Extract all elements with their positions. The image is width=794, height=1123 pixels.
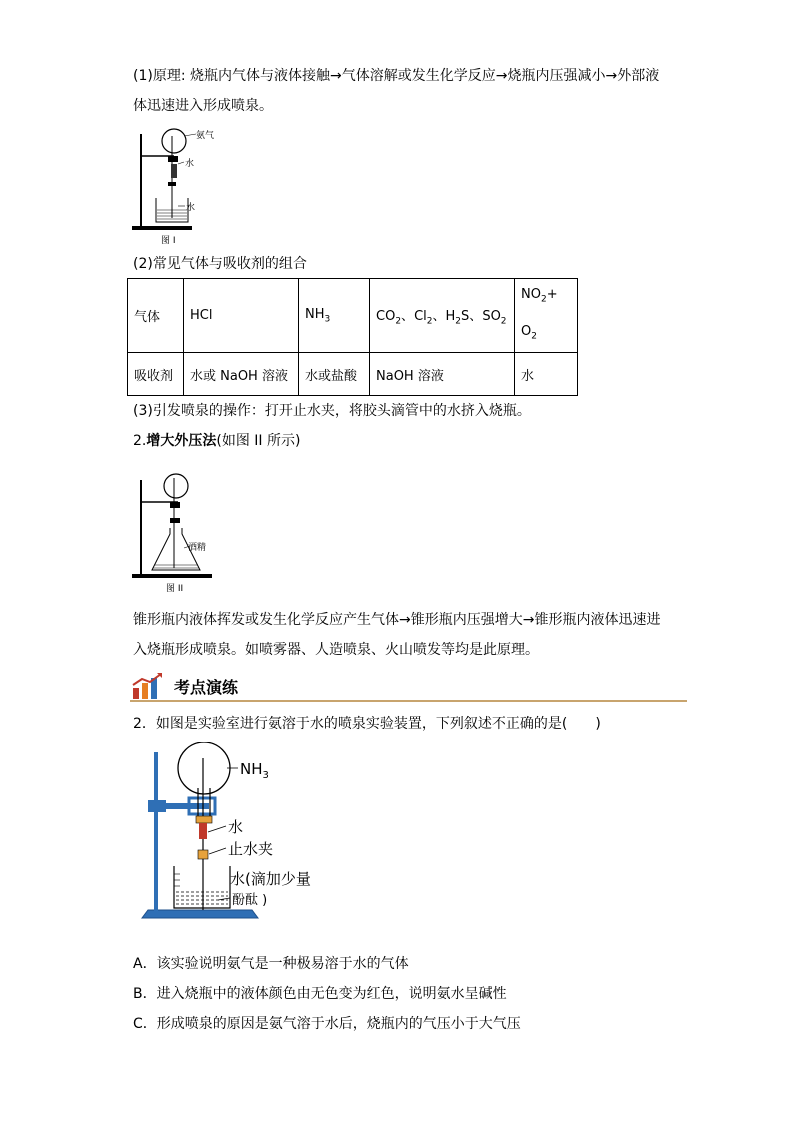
q-stand-base [142, 910, 258, 918]
fig1-stand-base [132, 226, 192, 230]
option-c: C．形成喷泉的原因是氨气溶于水后，烧瓶内的气压小于大气压 [133, 1016, 521, 1032]
fig1-label-water-dropper: 水 [185, 159, 195, 169]
fig2-stopper [170, 502, 180, 508]
method2-text-line-2: 入烧瓶形成喷泉。如喷雾器、人造喷泉、火山喷发等均是此原理。 [133, 642, 539, 658]
fig1-clip [168, 182, 176, 186]
section-header [130, 670, 687, 704]
q-beaker [174, 866, 230, 908]
question-fountain-apparatus [134, 742, 344, 926]
q-label-water: 水 [228, 818, 244, 836]
section-rule [130, 700, 687, 702]
fig1-stopper [168, 156, 178, 162]
q-flask [178, 742, 230, 794]
table-cell: HCl [184, 279, 299, 353]
q-beaker-water [176, 892, 228, 904]
gas-absorbent-table [127, 278, 578, 396]
fig1-dropper [171, 164, 177, 178]
table-cell: $NO_2+$ $O_2$ [515, 279, 578, 353]
fig1-label-water-beaker: 水 [186, 203, 196, 213]
q-stand-rod [154, 752, 158, 912]
figure-2-erlenmeyer-apparatus [128, 470, 228, 598]
q-clamp-arm [164, 803, 209, 809]
q-beaker-scale [174, 874, 180, 886]
section-title: 考点演练 [174, 678, 239, 697]
fig1-caption: 图 I [161, 236, 176, 246]
table-cell: 水或盐酸 [299, 353, 370, 396]
q-dropper-bulb [199, 823, 207, 839]
q-label-beaker-2: 酚酞 ) [232, 893, 268, 908]
table-row [128, 353, 578, 396]
table-cell: NaOH 溶液 [370, 353, 515, 396]
fig2-caption: 图 II [166, 584, 184, 594]
fig2-liquid [153, 565, 199, 568]
trigger-text: (3)引发喷泉的操作：打开止水夹，将胶头滴管中的水挤入烧瓶。 [133, 403, 531, 419]
q-label-clamp: 止水夹 [228, 840, 274, 858]
table-cell: 水或 NaOH 溶液 [184, 353, 299, 396]
fig2-clip [170, 518, 180, 523]
q-label-beaker-1: 水(滴加少量 [230, 870, 311, 888]
bar-chart-icon [132, 672, 164, 700]
q-label-nh3: $NH_3$ [240, 760, 269, 781]
fig1-label-gas: 氨气 [196, 131, 215, 141]
fig1-flask [162, 129, 186, 153]
principle-line-1: (1)原理: 烧瓶内气体与液体接触→气体溶解或发生化学反应→烧瓶内压强减小→外部液 [133, 68, 660, 84]
option-a: A．该实验说明氨气是一种极易溶于水的气体 [133, 956, 409, 972]
fig2-label-alcohol: 酒精 [188, 543, 207, 553]
principle-line-2: 体迅速进入形成喷泉。 [133, 98, 273, 114]
fig2-stand-base [132, 574, 212, 578]
q-stopper [196, 816, 212, 823]
figure-1-fountain-apparatus [128, 126, 228, 248]
method2-text-line-1: 锥形瓶内液体挥发或发生化学反应产生气体→锥形瓶内压强增大→锥形瓶内液体迅速进 [133, 612, 661, 628]
option-b: B．进入烧瓶中的液体颜色由无色变为红色，说明氨水呈碱性 [133, 986, 507, 1002]
q-stopcock-clamp [198, 850, 208, 859]
table-cell: 气体 [128, 279, 184, 353]
table-cell: 水 [515, 353, 578, 396]
method2-heading: 2.增大外压法(如图 II 所示) [133, 433, 301, 449]
table-row [128, 279, 578, 353]
q-clamp-boss [148, 800, 166, 812]
table-cell: $NH_3$ [299, 279, 370, 353]
combos-heading: (2)常见气体与吸收剂的组合 [133, 256, 307, 272]
table-cell: 吸收剂 [128, 353, 184, 396]
table-cell: $CO_2$、$Cl_2$、$H_2S$、$SO_2$ [370, 279, 515, 353]
fig2-flask [164, 474, 188, 498]
question-stem: 2．如图是实验室进行氨溶于水的喷泉实验装置，下列叙述不正确的是( ) [133, 716, 601, 732]
